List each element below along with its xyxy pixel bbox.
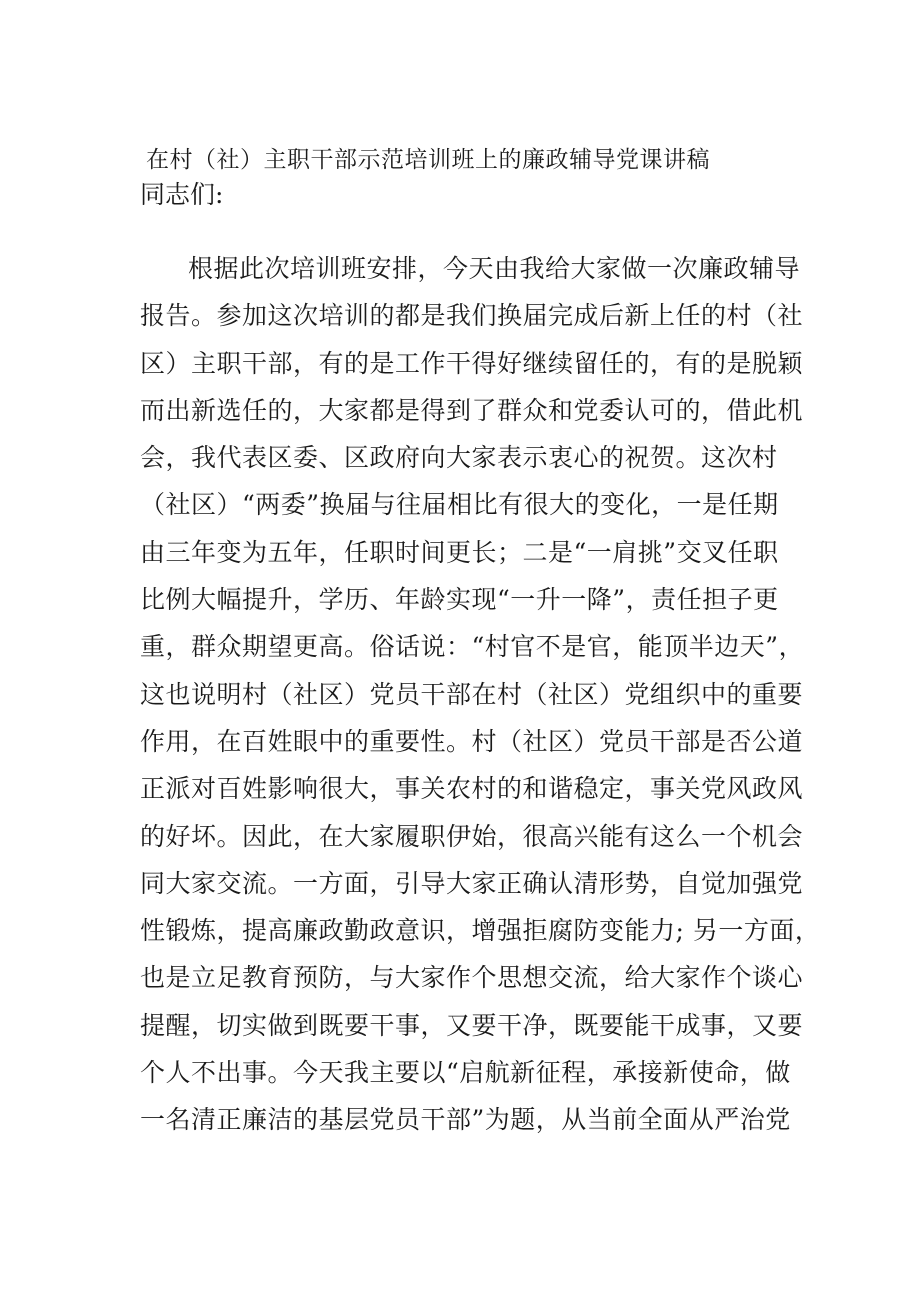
body-line: 比例大幅提升，学历、年龄实现“一升一降”，责任担子更	[140, 585, 779, 615]
body-line: 的好坏。因此，在大家履职伊始，很高兴能有这么一个机会	[140, 821, 804, 851]
salutation: 同志们:	[140, 180, 224, 209]
body-line: 区）主职干部，有的是工作干得好继续留任的，有的是脱颖	[140, 348, 804, 378]
body-line: 由三年变为五年，任职时间更长；二是“一肩挑”交叉任职	[140, 537, 779, 567]
body-line: 作用，在百姓眼中的重要性。村（社区）党员干部是否公道	[140, 726, 804, 756]
body-line: 重，群众期望更高。俗话说：“村官不是官，能顶半边天”，	[140, 632, 805, 662]
body-line: 个人不出事。今天我主要以“启航新征程，承接新使命，做	[140, 1058, 791, 1088]
body-line: 根据此次培训班安排，今天由我给大家做一次廉政辅导	[188, 254, 801, 283]
document-title: 在村（社）主职干部示范培训班上的廉政辅导党课讲稿	[146, 147, 710, 173]
body-line: 也是立足教育预防，与大家作个思想交流，给大家作个谈心	[140, 963, 804, 993]
body-line: 正派对百姓影响很大，事关农村的和谐稳定，事关党风政风	[140, 774, 804, 804]
body-paragraph	[140, 249, 821, 1148]
body-line: 提醒，切实做到既要干事，又要干净，既要能干成事，又要	[140, 1010, 804, 1040]
body-line: 一名清正廉洁的基层党员干部”为题，从当前全面从严治党	[140, 1105, 791, 1135]
body-line: 性锻炼，提高廉政勤政意识，增强拒腐防变能力; 另一方面，	[140, 916, 821, 946]
body-line: 会，我代表区委、区政府向大家表示衷心的祝贺。这次村	[140, 443, 778, 473]
body-line: 这也说明村（社区）党员干部在村（社区）党组织中的重要	[140, 679, 804, 709]
body-line: （社区）“两委”换届与往届相比有很大的变化，一是任期	[140, 490, 779, 520]
body-line: 同大家交流。一方面，引导大家正确认清形势，自觉加强党	[140, 868, 804, 898]
body-line: 报告。参加这次培训的都是我们换届完成后新上任的村（社	[140, 301, 804, 331]
body-line: 而出新选任的，大家都是得到了群众和党委认可的，借此机	[140, 395, 804, 425]
